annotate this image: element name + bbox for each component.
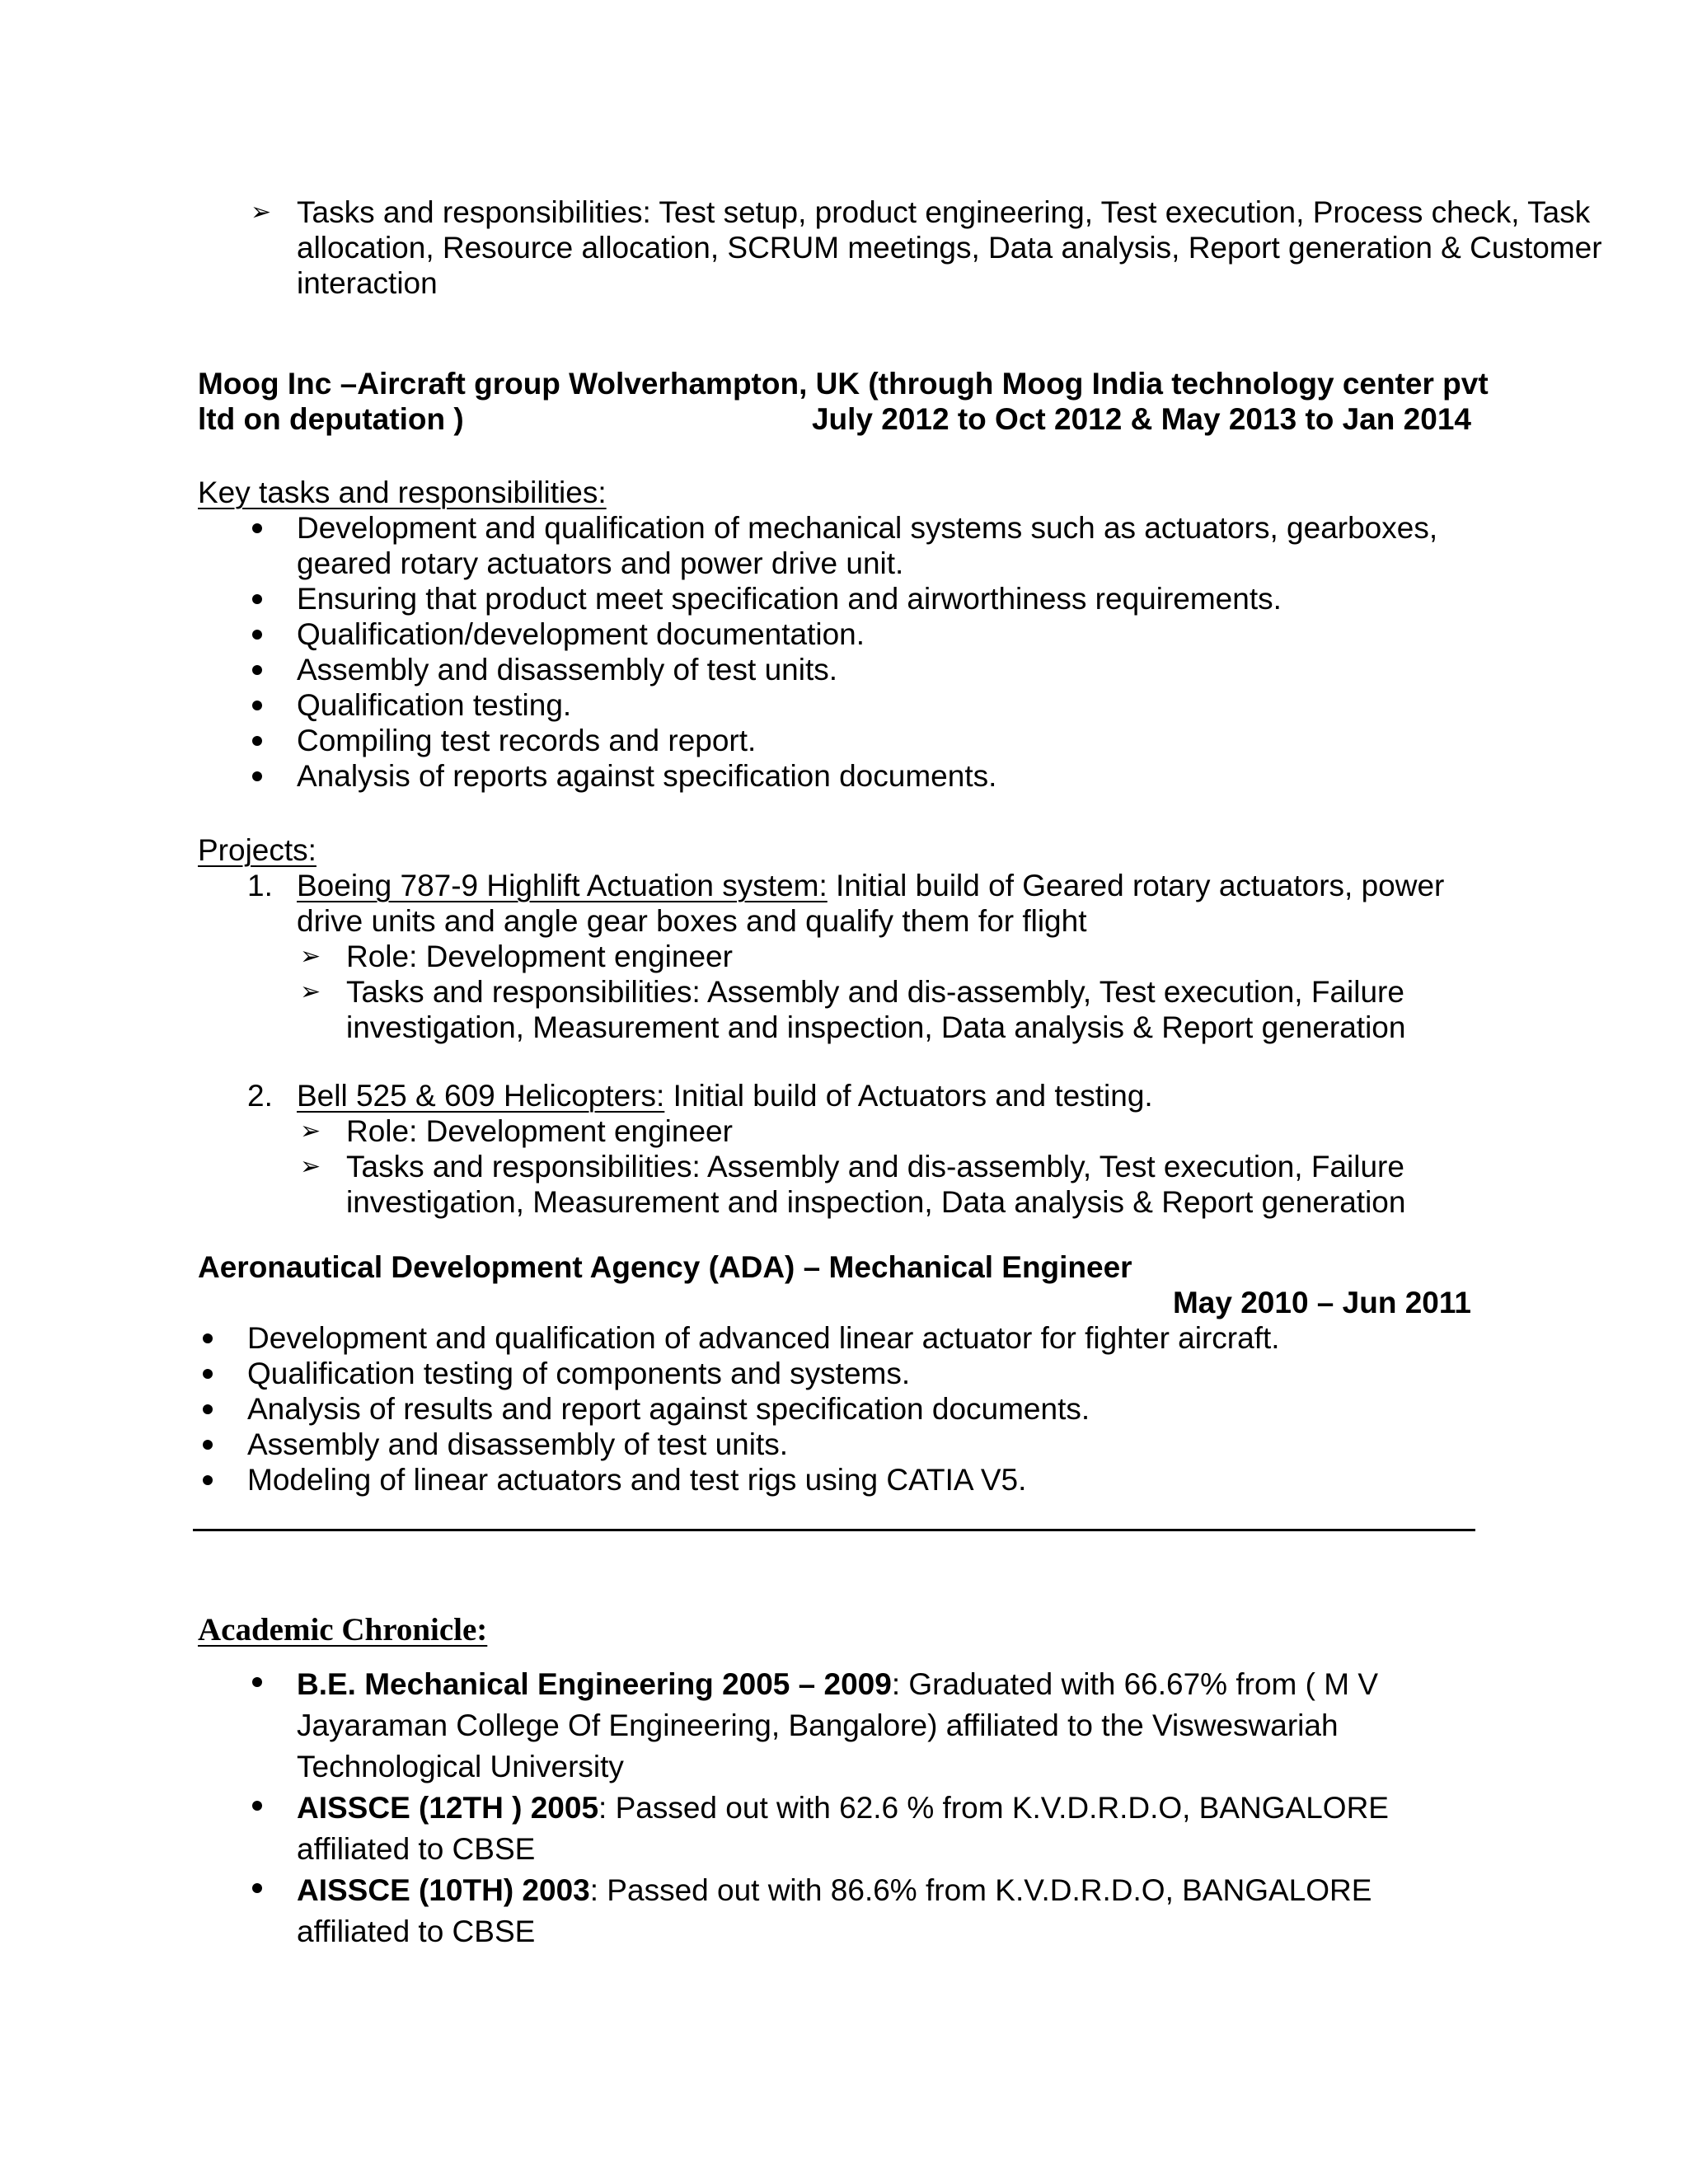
project-2 <box>198 1078 1492 1113</box>
list-item: Qualification testing. <box>198 687 1492 723</box>
project-2-tasks: ➢ Tasks and responsibilities: Assembly and dis-assembly, Test execution, Failure investigation, Measurement and inspection, Data analysis & Report generation <box>198 1149 1492 1220</box>
key-tasks-label: Key tasks and responsibilities: <box>198 476 607 509</box>
ada-dates: May 2010 – Jun 2011 <box>1172 1286 1471 1319</box>
degree-detail: : Graduated with 66.67% from ( M V Jayaraman College Of Engineering, Bangalore) affiliated to the Visweswariah Technological University <box>297 1667 1379 1783</box>
degree-title: AISSCE (10TH) 2003 <box>297 1873 590 1907</box>
list-item: Assembly and disassembly of test units. <box>198 652 1492 687</box>
project-2-role: ➢ Role: Development engineer <box>198 1113 1492 1149</box>
project-number: 1. <box>247 869 273 902</box>
degree-detail: : Passed out with 86.6% from K.V.D.R.D.O, BANGALORE affiliated to CBSE <box>297 1873 1372 1948</box>
moog-heading <box>198 366 1492 437</box>
project-desc: Initial build of Geared rotary actuators, power drive units and angle gear boxes and qualify them for flight <box>297 869 1445 938</box>
list-item: Qualification/development documentation. <box>198 616 1492 652</box>
ada-section <box>198 1249 1492 1497</box>
degree-title: AISSCE (12TH ) 2005 <box>297 1791 599 1825</box>
project-title: Bell 525 & 609 Helicopters: <box>297 1079 665 1113</box>
section-divider <box>193 1529 1475 1531</box>
project-1-role: ➢ Role: Development engineer <box>198 939 1492 974</box>
projects-label: Projects: <box>198 833 316 867</box>
list-item: Analysis of reports against specification documents. <box>198 758 1492 794</box>
moog-heading-line2: ltd on deputation ) <box>198 402 464 436</box>
project-number: 2. <box>247 1079 273 1113</box>
intro-tasks: ➢ Tasks and responsibilities: Test setup, product engineering, Test execution, Process check, Task allocation, Resource allocation, SCRUM meetings, Data analysis, Report generation & Customer interaction <box>148 194 1624 301</box>
academic-heading: Academic Chronicle: <box>198 1612 488 1647</box>
project-title: Boeing 787-9 Highlift Actuation system: <box>297 869 828 902</box>
list-item: Development and qualification of mechanical systems such as actuators, gearboxes, geared rotary actuators and power drive unit. <box>198 510 1492 581</box>
list-item <box>198 1664 1492 1788</box>
degree-detail: : Passed out with 62.6 % from K.V.D.R.D.O, BANGALORE affiliated to CBSE <box>297 1791 1389 1866</box>
list-item: Development and qualification of advanced linear actuator for fighter aircraft. <box>198 1320 1492 1356</box>
list-item <box>198 1870 1492 1952</box>
project-desc: Initial build of Actuators and testing. <box>664 1079 1153 1113</box>
list-item: Analysis of results and report against specification documents. <box>198 1391 1492 1427</box>
project-1 <box>198 868 1492 939</box>
moog-heading-line1: Moog Inc –Aircraft group Wolverhampton, UK (through Moog India technology center pvt <box>198 367 1489 401</box>
moog-key-tasks <box>198 475 1492 794</box>
list-item: Assembly and disassembly of test units. <box>198 1427 1492 1462</box>
academic-list <box>198 1664 1492 1952</box>
list-item: Modeling of linear actuators and test rigs using CATIA V5. <box>198 1462 1492 1497</box>
list-item <box>198 1788 1492 1870</box>
moog-dates: July 2012 to Oct 2012 & May 2013 to Jan 2014 <box>811 402 1471 436</box>
ada-list <box>198 1320 1492 1497</box>
list-item: Ensuring that product meet specification and airworthiness requirements. <box>198 581 1492 616</box>
moog-projects <box>198 832 1492 1220</box>
ada-heading: Aeronautical Development Agency (ADA) – Mechanical Engineer <box>198 1250 1132 1284</box>
key-tasks-list <box>198 510 1492 794</box>
list-item: Compiling test records and report. <box>198 723 1492 758</box>
intro-section <box>198 194 1602 301</box>
academic-section <box>198 1612 1492 1952</box>
project-1-tasks: ➢ Tasks and responsibilities: Assembly and dis-assembly, Test execution, Failure investigation, Measurement and inspection, Data analysis & Report generation <box>198 974 1492 1045</box>
list-item: Qualification testing of components and systems. <box>198 1356 1492 1391</box>
degree-title: B.E. Mechanical Engineering 2005 – 2009 <box>297 1667 892 1701</box>
